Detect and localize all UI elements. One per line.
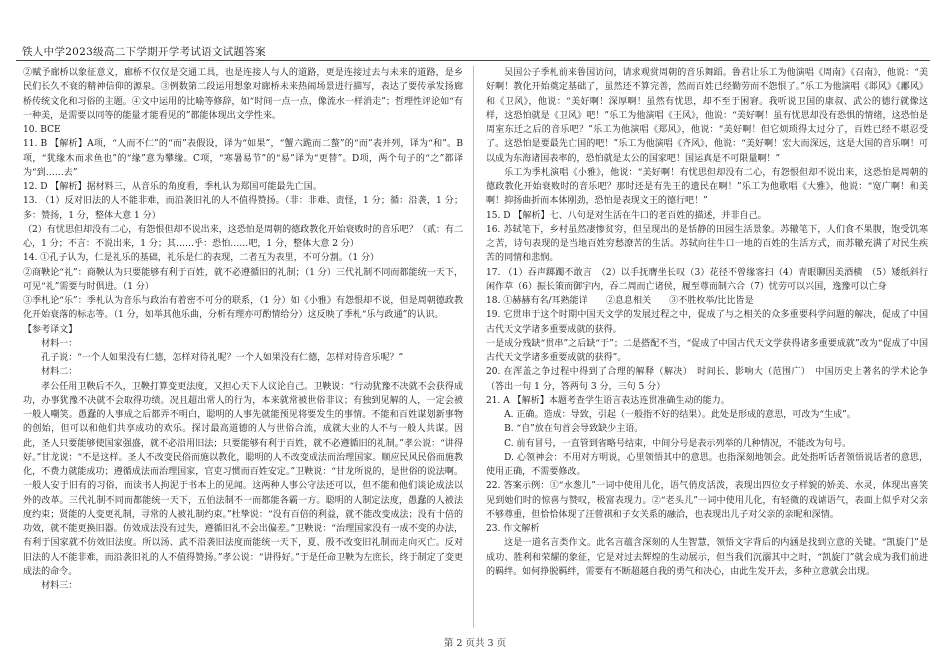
paragraph: ②商鞅论“礼”：商鞅认为只要能够有利于百姓，就不必遵循旧的礼制；（1 分）三代礼制不同而都能统一天下，可见“礼”需要与时俱进。（1 分） bbox=[23, 267, 463, 292]
paragraph: 12. D 【解析】据材料三，从音乐的角度看，季札认为郑国可能最先亡国。 bbox=[23, 182, 322, 192]
paragraph: 15. D 【解析】七、八句是对生活在牛口的老百姓的描述，并非自己。 bbox=[486, 210, 767, 221]
paragraph: A. 正确。造成：导致，引起（一般指不好的结果）。此处是形成的意思，可改为“生成”。 bbox=[504, 410, 856, 420]
paragraph: ③季札论“乐”：季札认为音乐与政治有着密不可分的联系，（1 分）如《小雅》有怨恨却不说，但是周朝德政教化开始衰落的标志等。（1 分，如举其他乐曲，分析有理亦可酌情给分）这反映了季札“乐与政通”的认识。 bbox=[23, 296, 463, 321]
paragraph: 22. 答案示例：①“水葱儿”一词中使用儿化，语气俏皮活泼，表现出四位女子样貌的娇美、水灵，体现出喜笑见到她们时的惊喜与赞叹，极富表现力。②“老头儿”一词中使用儿化，有轻微的戏谑语气，表面上似乎对父亲不够尊重，但恰恰体现了汪曾祺和子女关系的融洽，也表现出儿子对父亲的亲昵和深情。 bbox=[486, 481, 928, 520]
page-header: 铁人中学2023级高二下学期开学考试语文试题答案 bbox=[22, 46, 266, 58]
paragraph: 13. （1）反对旧法的人不能非难，而沿袭旧礼的人不值得赞扬。（非：非难、责怪，1 分；循：沿袭，1 分；多：赞扬，1 分，整体大意 1 分） bbox=[23, 196, 463, 221]
paragraph: 孝公任用卫鞅后不久，卫鞅打算变更法度，又担心天下人议论自己。卫鞅说：“行动犹豫不决就不会获得成功，办事犹豫不决就不会取得功绩。况且超出常人的行为，本来就常被世俗非议；有独到见解的人，一定会被一般人嘲笑。愚蠢的人事成之后都弄不明白，聪明的人事先就能预见将要发生的事情。不能和百姓谋划新事物的创始，但可以和他们共享成功的欢乐。探讨最高道德的人与世俗合流，成就大业的人不与一般人共谋。因此，圣人只要能够使国家强盛，就不必沿用旧法；只要能够有利于百姓，就不必遵循旧的礼制。”孝公说：“讲得好。”甘龙说：“不是这样。圣人不改变民俗而施以教化，聪明的人不改变成法而治理国家。顺应民风民俗而施教化，不费力就能成功；遵循成法而治理国家，官吏习惯而百姓安定。”卫鞅说：“甘龙所说的，是世俗的说法啊。一般人安于旧有的习俗，而读书人拘泥于书本上的见闻。这两种人事公守法还可以，但不能和他们谈论成法以外的改革。三代礼制不同而都能统一天下，五伯法制不一而都能各霸一方。聪明的人制定法度，愚蠢的人被法度约束；贤能的人变更礼制，寻常的人被礼制约束。”杜挚说：“没有百倍的利益，就不能改变成法；没有十倍的功效，就不能更换旧器。仿效成法没有过失，遵循旧礼不会出偏差。”卫鞅说：“治理国家没有一成不变的办法，有利于国家就不仿效旧法度。所以汤、武不沿袭旧法度而能统一天下，夏、殷不改变旧礼制而走向灭亡。反对旧法的人不能非难，而沿袭旧礼的人不值得赞扬。”孝公说：“讲得好。”于是任命卫鞅为左庶长，终于制定了变更成法的命令。 bbox=[23, 381, 463, 577]
paragraph: 23. 作文解析 bbox=[486, 524, 540, 534]
paragraph: D. 心领神会：不用对方明说，心里领悟其中的意思。也指深刻地领会。此处指听话者领悟说话者的意思，使用正确，不需要修改。 bbox=[486, 452, 928, 477]
paragraph: 一是成分残缺“贯串”之后缺“于”；二是搭配不当，“促成了中国古代天文学获得诸多重要成就”改为“促成了中国古代天文学诸多重要成就的获得”。 bbox=[486, 338, 928, 363]
paragraph: B. “自”放在句首会导致缺少主语。 bbox=[504, 424, 644, 435]
header-rule bbox=[16, 60, 930, 61]
paragraph: 【参考译文】 bbox=[23, 324, 78, 335]
paragraph: 11. B 【解析】A项，“人而不仁”的“而”表假设，译为“如果”，“蟹六跪而二螯”的“而”表并列，译为“和”。B 项，“犹缘木而求鱼也”的“缘”意为攀缘。C项，“寒暑易节”的“易”译为“更替”。D项，两个句子的“之”都译为“到……去” bbox=[23, 139, 463, 178]
paragraph: 16. 苏轼笔下，乡村虽然凄惨贫穷，但呈现出的是恬静的田园生活景象。苏辙笔下，人们食不果腹，饱受饥寒之苦，诗句表现的是当地百姓穷愁潦苦的生活。苏轼向往牛口一地的百姓的生活方式，而苏辙充满了对民生疾苦的同情和悲悯。 bbox=[486, 224, 928, 264]
paragraph: 19. 它贯串于这个时期中国天文学的发展过程之中，促成了与之相关的众多重要科学问题的解决，促成了中国古代天文学诸多重要成就的获得。 bbox=[486, 310, 928, 335]
paragraph: 材料二： bbox=[41, 367, 78, 378]
paragraph: （2）有忧思但却没有二心，有怨恨但却不说出来，这恐怕是周朝的德政教化开始衰败时的音乐吧？（贰：有二心，1 分；不言：不说出来，1 分；其……乎：恐怕……吧，1 分，整体大意 2 分） bbox=[23, 224, 463, 249]
paragraph: 20. 在浑盖之争过程中得到了合理的解释（解决） 时间长、影响大（范围广） 中国历史上著名的学术论争（答出一句 1 分，答两句 3 分，三句 5 分） bbox=[486, 367, 928, 392]
left-column bbox=[23, 66, 463, 611]
right-column bbox=[486, 66, 928, 611]
paragraph: 17. （1）吞声踯躅不敢言 （2）以手抚膺坐长叹（3）花径不曾缘客扫（4）青眼聊因美酒横 （5）矮纸斜行闲作草（6）振长策而御宇内，吞二周而亡诸侯，履至尊而制六合（7）忧劳可以兴国，逸豫可以亡身 bbox=[486, 267, 928, 292]
column-divider bbox=[473, 66, 474, 628]
paragraph: 这是一道名言类作文。此名言蕴含深刻的人生智慧，领悟文字背后的内涵是找到立意的关键。“凯旋门”是成功、胜利和荣耀的象征，它是对过去辉煌的生动展示，但当我们沉溺其中之时，“凯旋门”就会成为我们前进的羁绊。如何挣脱羁绊，需要有不断超越自我的勇气和决心，由此生发开去，多种立意就会出现。 bbox=[486, 538, 928, 577]
paragraph: 吴国公子季札前来鲁国访问，请求观赏周朝的音乐舞蹈。鲁君让乐工为他演唱《周南》《召南》，他说：“美好啊！教化开始奠定基础了，虽然还不算完善，然而百姓已经勤劳而不怨恨了。”乐工为他演唱《邶风》《鄘风》和《卫风》，他说：“美好啊！深厚啊！虽然有忧思，却不至于困窘。我听说卫国的康叔、武公的德行就像这样，这恐怕就是《卫风》吧！”乐工为他演唱《王风》，他说：“美好啊！虽有忧思却没有恐惧的情绪，这恐怕是周室东迁之后的音乐吧？”乐工为他演唱《郑风》，他说：“美好啊！但它烦琐得太过分了，百姓已经不堪忍受了。这恐怕是要最先亡国的吧！”乐工为他演唱《齐风》，他说：“美好啊！宏大而深远，这是大国的音乐啊！可以成为东海诸国表率的，恐怕就是太公的国家吧！国运真是不可限量啊！” bbox=[486, 68, 928, 164]
paragraph: 21. A 【解析】本题考查学生语言表达连贯准确生动的能力。 bbox=[486, 395, 730, 406]
paragraph: C. 前有冒号，一直管到省略号结束，中间分号是表示列举的几种情况，不能改为句号。 bbox=[504, 438, 852, 449]
paragraph: 乐工为季札演唱《小雅》，他说：“美好啊！有忧思但却没有二心，有怨恨但却不说出来，这恐怕是周朝的德政教化开始衰败时的音乐吧？那时还是有先王的遗民在啊！”乐工为他歌唱《大雅》，他说：“宽广啊！和美啊！抑扬曲折而本体刚劲，恐怕是表现文王的德行吧！” bbox=[486, 167, 928, 207]
paragraph: ②赋予廊桥以象征意义，廊桥不仅仅是交通工具，也是连接人与人的道路，更是连接过去与未来的道路，是乡民们长久不衰的精神信仰的源泉。③例数第二段运用想象对廊桥未来热闹场景进行描写，表达了要传承发扬廊桥传统文化和习俗的主题。④文中运用的比喻等修辞，如“时间一点一点，像流水一样消走”；哲理性评论如“有一种美，是需要以同等的能量才能看见的”都能体现出文学性来。 bbox=[23, 68, 463, 121]
paragraph: 18. ①赫赫有名/耳熟能详 ②息息相关 ③不胜枚举/比比皆是 bbox=[486, 296, 754, 306]
page-number: 第 2 页共 3 页 bbox=[443, 638, 507, 649]
paragraph: 材料三： bbox=[41, 581, 78, 591]
paragraph: 10. BCE bbox=[23, 125, 61, 135]
paragraph: 材料一： bbox=[41, 338, 78, 349]
paragraph: 孔子说：“一个人如果没有仁德，怎样对待礼呢？一个人如果没有仁德，怎样对待音乐呢？” bbox=[41, 353, 404, 363]
paragraph: 14. ①孔子认为，仁是礼乐的基础，礼乐是仁的表现，二者互为表里，不可分割。（1 分） bbox=[23, 253, 380, 264]
